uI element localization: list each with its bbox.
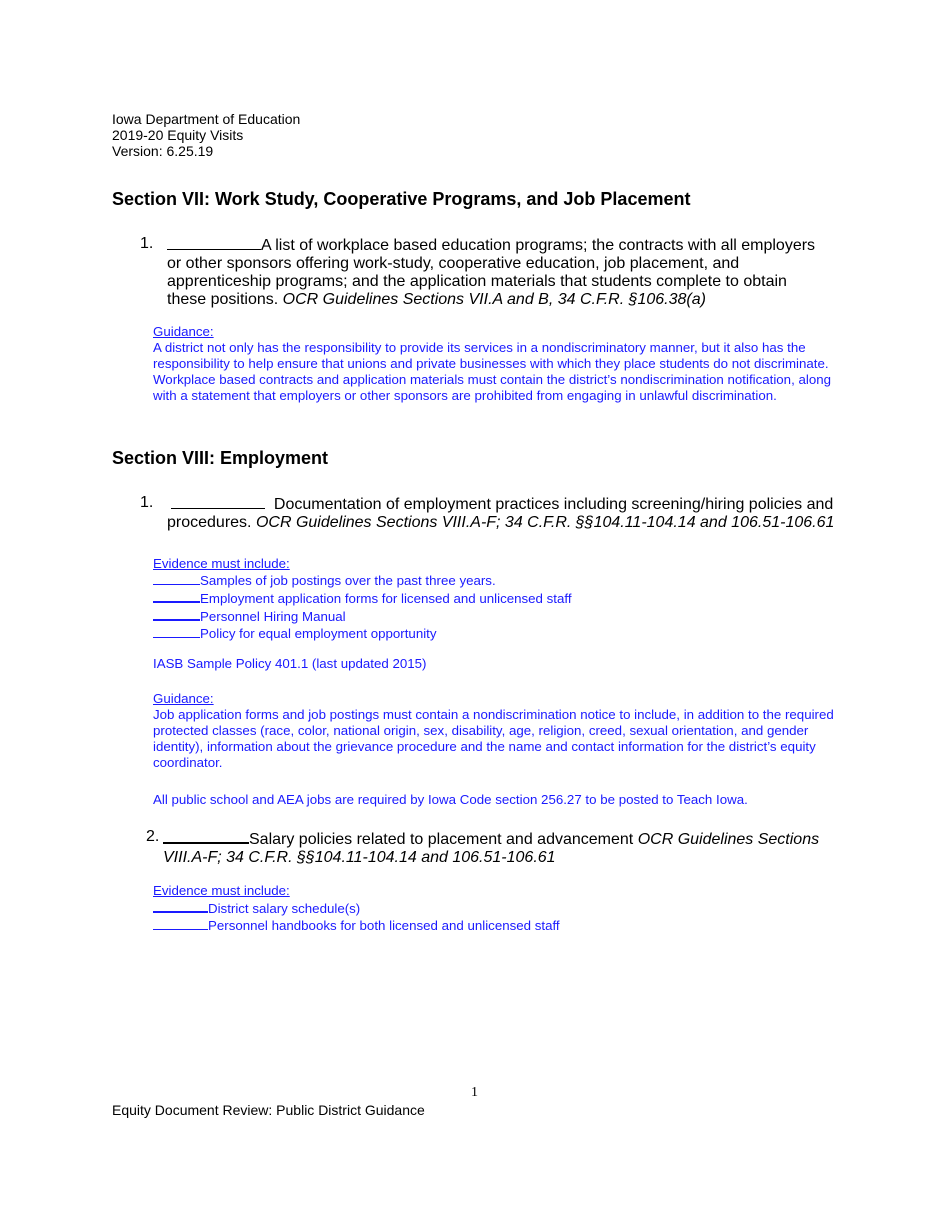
- item-text: A list of workplace based education programs; the contracts with all employers or other sponsors offering work-study, cooperative education, job placement, and apprenticeship programs; and the application materials that students complete to obtain these positions.: [167, 237, 816, 308]
- check-blank: [153, 625, 200, 638]
- teach-iowa-note: All public school and AEA jobs are required by Iowa Code section 256.27 to be posted to Teach Iowa.: [153, 792, 748, 807]
- guidance-heading: Guidance:: [153, 691, 214, 706]
- item-text-block: [167, 235, 827, 309]
- section-8-evidence-2: [153, 883, 843, 934]
- check-blank: [153, 607, 200, 621]
- evidence-item: Policy for equal employment opportunity: [153, 625, 843, 642]
- guidance-text: A district not only has the responsibility to provide its services in a nondiscriminatory manner, but it also has the responsibility to help ensure that unions and private businesses with which they place students do not discriminate. Workplace based contracts and application materials must contain the district’s nondiscrimination notification, along with a statement that employers or other sponsors are prohibited from engaging in unlawful discrimination.: [153, 340, 832, 403]
- evidence-item: Samples of job postings over the past three years.: [153, 572, 843, 589]
- header-version: Version: 6.25.19: [112, 143, 214, 159]
- section-8-guidance: [153, 691, 843, 771]
- section-8-title: Section VIII: Employment: [112, 448, 329, 468]
- page-number: 1: [471, 1085, 478, 1100]
- evidence-heading: Evidence must include:: [153, 556, 290, 571]
- check-blank: [153, 572, 200, 585]
- check-blank: [167, 235, 261, 250]
- iasb-sample-policy: IASB Sample Policy 401.1 (last updated 2015): [153, 656, 427, 671]
- guidance-text: Job application forms and job postings must contain a nondiscrimination notice to include, in addition to the required protected classes (race, color, national origin, sex, disability, age, religion, creed, sexual orientation, and gender identity), information about the grievance procedure and the name and contact information for the district’s equity coordinator.: [153, 707, 834, 770]
- section-7-guidance: [153, 324, 843, 404]
- evidence-heading: Evidence must include:: [153, 883, 290, 898]
- check-blank: [153, 589, 200, 603]
- page-footer: Equity Document Review: Public District Guidance: [112, 1102, 425, 1118]
- item-text: Documentation of employment practices including screening/hiring policies and procedures.: [167, 496, 834, 531]
- section-7-item-1: [140, 235, 830, 307]
- check-blank: [153, 899, 208, 913]
- evidence-item: Personnel handbooks for both licensed and unlicensed staff: [153, 917, 843, 934]
- check-blank: [153, 917, 208, 930]
- evidence-item: District salary schedule(s): [153, 899, 843, 917]
- document-header: [112, 111, 300, 159]
- item-text-block: [167, 494, 837, 532]
- header-program: 2019-20 Equity Visits: [112, 127, 244, 143]
- item-citation: OCR Guidelines Sections VIII.A-F; 34 C.F.R. §§104.11-104.14 and 106.51-106.61: [163, 831, 820, 866]
- item-citation: OCR Guidelines Sections VIII.A-F; 34 C.F.R. §§104.11-104.14 and 106.51-106.61: [255, 514, 835, 531]
- item-number: 2.: [146, 828, 160, 845]
- section-8-item-1: [140, 494, 835, 534]
- item-text-block: [163, 828, 823, 867]
- item-number: 1.: [140, 235, 154, 252]
- header-organization: Iowa Department of Education: [112, 111, 301, 127]
- item-citation: OCR Guidelines Sections VII.A and B, 34 C.F.R. §106.38(a): [282, 291, 706, 308]
- evidence-item: Personnel Hiring Manual: [153, 607, 843, 625]
- evidence-item: Employment application forms for licensed and unlicensed staff: [153, 589, 843, 607]
- check-blank: [171, 494, 265, 509]
- item-text: Salary policies related to placement and advancement: [249, 831, 634, 848]
- guidance-heading: Guidance:: [153, 324, 214, 339]
- item-number: 1.: [140, 494, 154, 511]
- check-blank: [163, 828, 249, 844]
- section-8-evidence-1: [153, 556, 843, 642]
- section-8-item-2: [146, 828, 826, 868]
- section-7-title: Section VII: Work Study, Cooperative Programs, and Job Placement: [112, 189, 691, 209]
